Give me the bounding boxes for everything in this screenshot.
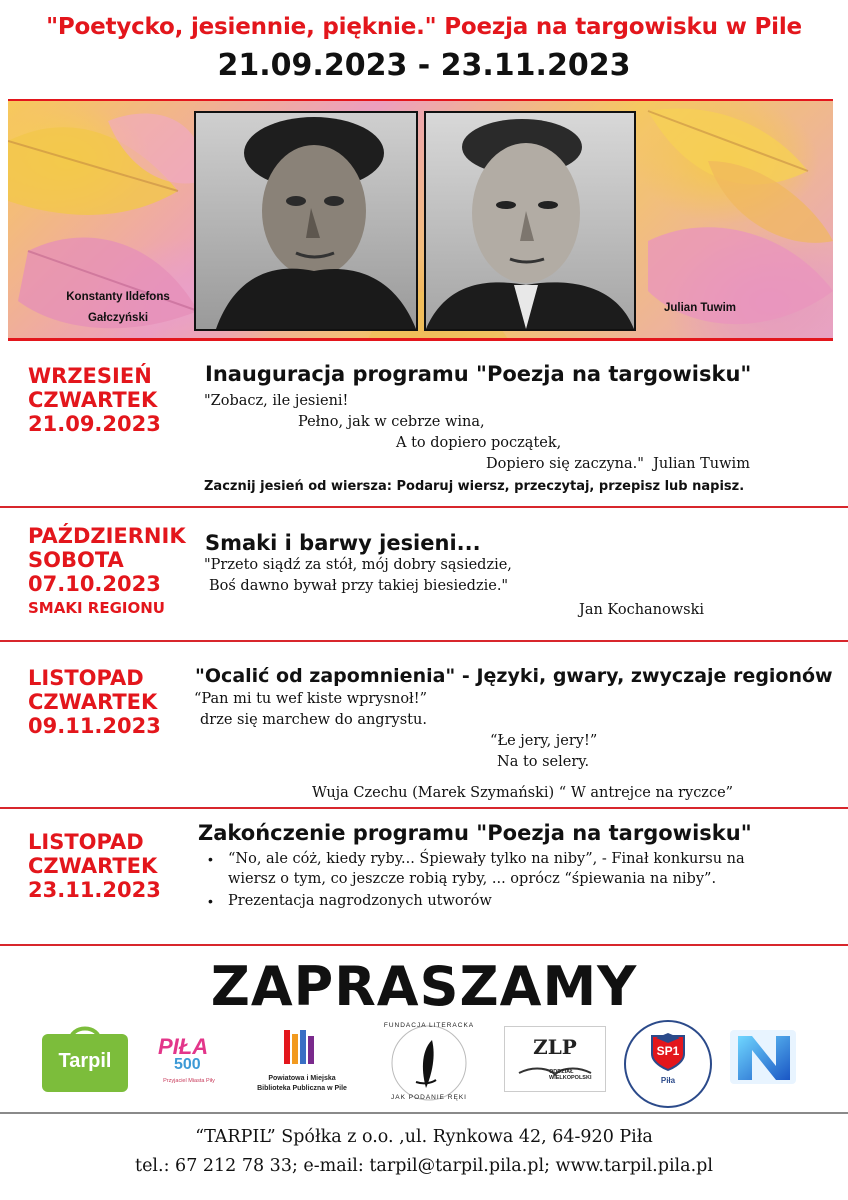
zlp-logo-sub: ODDZIAŁ WIELKOPOLSKI — [549, 1069, 592, 1081]
event3-month: LISTOPAD — [28, 666, 144, 690]
event1-month: WRZESIEŃ — [28, 364, 152, 388]
portrait-galczynski-image — [196, 113, 416, 329]
bullet-dot: • — [208, 893, 213, 909]
separator — [0, 944, 848, 946]
event1-date-block — [28, 364, 161, 436]
event1-date: 21.09.2023 — [28, 412, 161, 436]
school-logo-text: SP1 — [656, 1044, 680, 1058]
event4-date-block — [28, 830, 161, 902]
event3-poem-line3: “Łe jery, jery!” — [490, 733, 598, 749]
footer-address: “TARPIL” Spółka z o.o. ,ul. Rynkowa 42, 64-920 Piła — [195, 1127, 653, 1147]
caption-galczynski — [38, 287, 198, 329]
event3-poem-line4: Na to selery. — [497, 754, 590, 770]
footer-contact: tel.: 67 212 78 33; e-mail: tarpil@tarpil.pila.pl; www.tarpil.pila.pl — [135, 1156, 713, 1176]
event2-poem-line2: Boś dawno bywał przy takiej biesiedzie." — [209, 578, 509, 594]
event2-extra: SMAKI REGIONU — [28, 599, 165, 617]
event3-poem-line1: “Pan mi tu wef kiste wprysnoł!” — [194, 691, 427, 707]
n-logo — [728, 1026, 798, 1088]
event4-bullet-item-1 — [206, 849, 806, 889]
library-logo-line2: Biblioteka Publiczna w Pile — [257, 1085, 347, 1092]
footer-divider — [0, 1112, 848, 1114]
fundacja-literacka-logo — [370, 1022, 488, 1104]
event2-weekday: SOBOTA — [28, 548, 124, 572]
pila500-logo — [150, 1030, 228, 1094]
portrait-tuwim — [424, 111, 636, 331]
event1-poem-line4: Dopiero się zaczyna." Julian Tuwim — [486, 456, 750, 472]
event3-heading: "Ocalić od zapomnienia" - Języki, gwary, zwyczaje regionów — [195, 665, 833, 687]
event1-weekday: CZWARTEK — [28, 388, 158, 412]
event2-poem-line1: "Przeto siądź za stół, mój dobry sąsiedzie, — [204, 557, 512, 573]
event2-date-block — [28, 524, 186, 620]
zlp-logo-text: ZLP — [533, 1035, 577, 1059]
autumn-leaves-banner — [8, 101, 833, 339]
zlp-logo — [504, 1026, 606, 1092]
event1-poem-line3: A to dopiero początek, — [396, 435, 562, 451]
event4-month: LISTOPAD — [28, 830, 144, 854]
event4-bullet-text-2: Prezentacja nagrodzonych utworów — [228, 893, 492, 909]
portrait-galczynski — [194, 111, 418, 331]
event3-date-block — [28, 666, 161, 738]
library-logo — [246, 1028, 358, 1100]
event2-date: 07.10.2023 — [28, 572, 161, 596]
n-logo-image — [728, 1026, 798, 1088]
library-logo-text — [246, 1074, 358, 1094]
event3-poem-source: Wuja Czechu (Marek Szymański) “ W antrejce na ryczce” — [312, 785, 734, 801]
event4-weekday: CZWARTEK — [28, 854, 158, 878]
invite-heading: ZAPRASZAMY — [210, 955, 638, 1018]
event4-date: 23.11.2023 — [28, 878, 161, 902]
event3-weekday: CZWARTEK — [28, 690, 158, 714]
caption-galczynski-line1: Konstanty Ildefons — [66, 291, 170, 303]
pila500-logo-caption: Przyjaciel Miasta Piły — [163, 1078, 215, 1084]
caption-galczynski-line2: Gałczyński — [87, 312, 149, 324]
bag-handle-icon — [42, 1022, 128, 1042]
event3-poem-line2: drze się marchew do angrystu. — [200, 712, 427, 728]
bullet-dot: • — [208, 851, 213, 867]
event4-heading: Zakończenie programu "Poezja na targowisku" — [198, 821, 752, 845]
event1-poem-line2: Pełno, jak w cebrze wina, — [298, 414, 485, 430]
school-logo — [624, 1020, 712, 1108]
school-logo-city: Piła — [660, 1076, 676, 1085]
event4-bullet-list — [206, 849, 806, 911]
poster-title: "Poetycko, jesiennie, pięknie." Poezja na targowisku w Pile — [46, 14, 802, 40]
event-dates: 21.09.2023 - 23.11.2023 — [217, 48, 631, 83]
event2-poem-author: Jan Kochanowski — [579, 602, 705, 618]
event1-poem-line1: "Zobacz, ile jesieni! — [204, 393, 349, 409]
portrait-tuwim-image — [426, 113, 634, 329]
event4-bullet-text-1: “No, ale cóż, kiedy ryby... Śpiewały tylko na niby”, - Finał konkursu na wiersz o tym, co jeszcze robią ryby, ... oprócz “śpiewania na niby”. — [228, 851, 745, 887]
event1-note: Zacznij jesień od wiersza: Podaruj wiersz, przeczytaj, przepisz lub napisz. — [204, 479, 745, 494]
separator — [0, 506, 848, 508]
tarpil-logo-text: Tarpil — [58, 1050, 112, 1072]
event2-heading: Smaki i barwy jesieni... — [205, 531, 481, 555]
banner-bottom-line — [8, 338, 833, 341]
library-logo-line1: Powiatowa i Miejska — [268, 1075, 336, 1082]
fundacja-literacka-logo-image — [370, 1022, 488, 1104]
pila500-logo-bottom: 500 — [174, 1056, 201, 1073]
event1-heading: Inauguracja programu "Poezja na targowisku" — [205, 362, 752, 386]
library-mark-icon — [282, 1028, 322, 1066]
event2-month: PAŹDZIERNIK — [28, 524, 186, 548]
event4-bullet-item-2 — [206, 891, 806, 911]
separator — [0, 807, 848, 809]
fundacja-logo-bottom: JAK PODANIE RĘKI — [391, 1094, 467, 1101]
tarpil-logo — [42, 1034, 128, 1092]
pila500-logo-top: PIŁA — [158, 1034, 209, 1059]
caption-tuwim: Julian Tuwim — [664, 302, 736, 314]
fundacja-logo-top: FUNDACJA LITERACKA — [383, 1022, 475, 1029]
event3-date: 09.11.2023 — [28, 714, 161, 738]
separator — [0, 640, 848, 642]
